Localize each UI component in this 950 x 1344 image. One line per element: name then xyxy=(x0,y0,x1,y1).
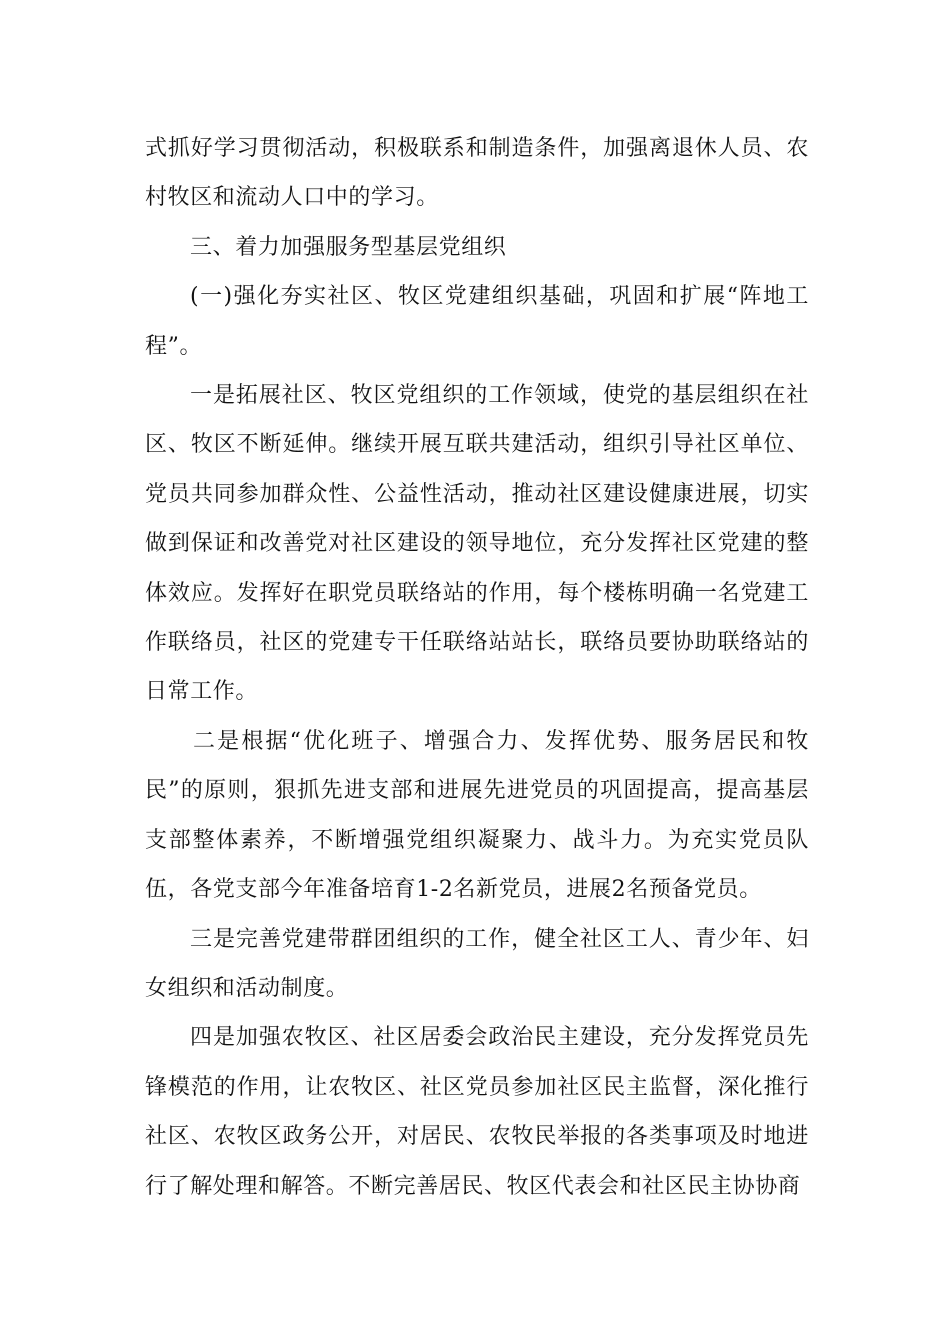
paragraph-item-one: 一是拓展社区、牧区党组织的工作领域，使党的基层组织在社区、牧区不断延伸。继续开展互联共建活动，组织引导社区单位、党员共同参加群众性、公益性活动，推动社区建设健康进展，切实做到保证和改善党对社区建设的领导地位，充分发挥社区党建的整体效应。发挥好在职党员联络站的作用，每个楼栋明确一名党建工作联络员，社区的党建专干任联络站站长，联络员要协助联络站的日常工作。 xyxy=(145,383,809,705)
document-body xyxy=(145,124,809,1211)
paragraph-item-three: 三是完善党建带群团组织的工作，健全社区工人、青少年、妇女组织和活动制度。 xyxy=(145,926,809,1001)
section-heading: 三、着力加强服务型基层党组织 xyxy=(190,234,507,260)
subsection-heading: (一)强化夯实社区、牧区党建组织基础，巩固和扩展“阵地工程”。 xyxy=(145,284,809,359)
paragraph-continuation: 式抓好学习贯彻活动，积极联系和制造条件，加强离退休人员、农村牧区和流动人口中的学习。 xyxy=(145,136,809,211)
paragraph-item-four: 四是加强农牧区、社区居委会政治民主建设，充分发挥党员先锋模范的作用，让农牧区、社区党员参加社区民主监督，深化推行社区、农牧区政务公开，对居民、农牧民举报的各类事项及时地进行了解处理和解答。不断完善居民、牧区代表会和社区民主协协商 xyxy=(145,1025,809,1199)
paragraph-item-two: 二是根据“优化班子、增强合力、发挥优势、服务居民和牧民”的原则，狠抓先进支部和进展先进党员的巩固提高，提高基层支部整体素养，不断增强党组织凝聚力、战斗力。为充实党员队伍，各党支部今年准备培育1-2名新党员，进展2名预备党员。 xyxy=(145,728,809,903)
